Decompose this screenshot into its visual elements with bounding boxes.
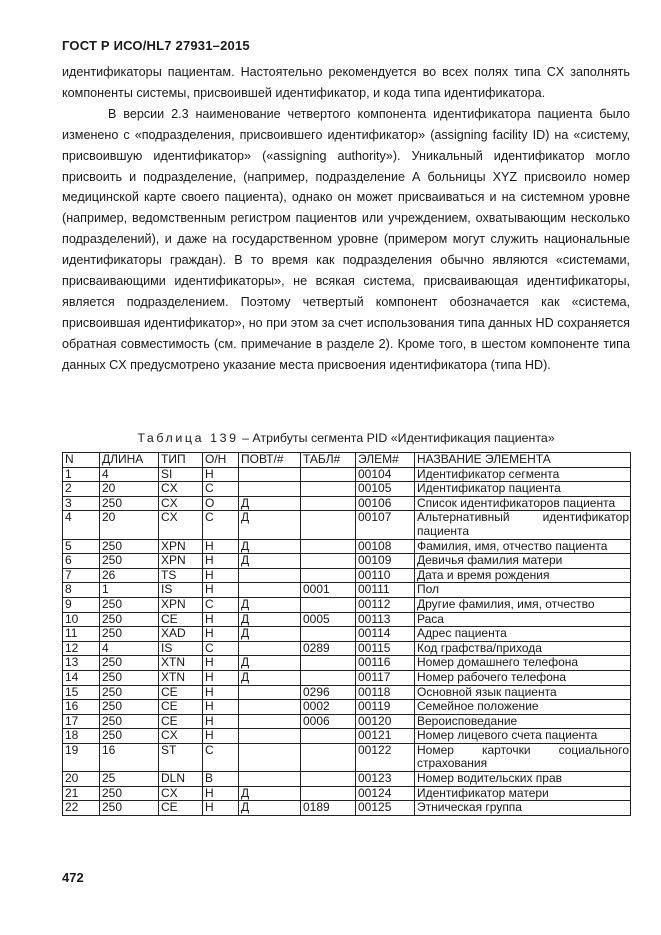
table-cell <box>239 467 301 482</box>
table-cell: XTN <box>159 670 203 685</box>
column-header: О/Н <box>203 453 239 468</box>
table-row <box>63 743 631 771</box>
table-cell: 16 <box>63 700 100 715</box>
table-cell-name: Номер лицевого счета пациента <box>415 729 631 744</box>
table-cell: 250 <box>100 729 159 744</box>
document-header: ГОСТ Р ИСО/HL7 27931–2015 <box>62 38 250 53</box>
table-cell: Н <box>203 568 239 583</box>
table-cell: 7 <box>63 568 100 583</box>
table-row <box>63 482 631 497</box>
page-number: 472 <box>62 870 84 885</box>
table-cell: 250 <box>100 612 159 627</box>
column-header: ТИП <box>159 453 203 468</box>
table-cell: IS <box>159 641 203 656</box>
column-header: N <box>63 453 100 468</box>
table-cell <box>301 627 356 642</box>
table-cell <box>301 467 356 482</box>
table-cell-name: Идентификатор сегмента <box>415 467 631 482</box>
body-text <box>62 62 630 376</box>
table-cell: 10 <box>63 612 100 627</box>
table-cell: О <box>203 496 239 511</box>
table-cell: Н <box>203 670 239 685</box>
table-cell: XPN <box>159 597 203 612</box>
table-cell: 19 <box>63 743 100 771</box>
table-title: Атрибуты сегмента PID «Идентификация пациента» <box>252 431 555 445</box>
table-cell: 1 <box>100 583 159 598</box>
table-cell: 250 <box>100 597 159 612</box>
table-cell: CX <box>159 511 203 539</box>
table-cell-name: Вероисповедание <box>415 714 631 729</box>
table-cell: 13 <box>63 656 100 671</box>
table-row <box>63 670 631 685</box>
table-cell: 00111 <box>356 583 415 598</box>
table-cell <box>239 772 301 787</box>
table-row <box>63 554 631 569</box>
table-cell: Д <box>239 597 301 612</box>
table-cell-name: Идентификатор пациента <box>415 482 631 497</box>
table-cell: 250 <box>100 700 159 715</box>
table-row <box>63 700 631 715</box>
table-cell: С <box>203 743 239 771</box>
table-cell: 16 <box>100 743 159 771</box>
table-cell: Н <box>203 583 239 598</box>
table-cell: DLN <box>159 772 203 787</box>
table-row <box>63 786 631 801</box>
paragraph: В версии 2.3 наименование четвертого компонента идентификатора пациента было изменено с «подразделения, присвоившего идентификатор» (assigning facility ID) на «систему, присвоившую идентификатор» («assigning authority»). Уникальный идентификатор могло присвоить и подразделение, (например, подразделение А больницы XYZ присвоило номер медицинской карте своего пациента), однако он может присваиваться и на системном уровне (например, ведомственным регистром пациентов или учреждением, охватывающим несколько подразделений), и даже на государственном уровне (примером могут служить национальные идентификаторы граждан). В то время как подразделения обычно являются «системами, присваивающими идентификаторы», не всякая система, присваивающая идентификаторы, является подразделением. Поэтому четвертый компонент обозначается как «система, присвоившая идентификатор», но при этом за счет использования типа данных HD сохраняется обратная совместимость (см. примечание в разделе 2). Кроме того, в шестом компоненте типа данных CX предусмотрено указание места присвоения идентификатора (типа HD). <box>62 106 630 372</box>
table-cell: Д <box>239 539 301 554</box>
table-cell: 12 <box>63 641 100 656</box>
table-row <box>63 496 631 511</box>
table-cell: CX <box>159 482 203 497</box>
table-cell: Н <box>203 729 239 744</box>
table-cell <box>239 729 301 744</box>
table-row <box>63 656 631 671</box>
table-cell: С <box>203 482 239 497</box>
table-cell: XPN <box>159 539 203 554</box>
table-cell-name: Этническая группа <box>415 801 631 816</box>
table-cell <box>239 714 301 729</box>
table-cell: Н <box>203 685 239 700</box>
table-row <box>63 597 631 612</box>
table-cell <box>239 641 301 656</box>
table-cell: CX <box>159 729 203 744</box>
table-cell-name: Девичья фамилия матери <box>415 554 631 569</box>
table-cell: Д <box>239 554 301 569</box>
table-cell: ST <box>159 743 203 771</box>
table-cell: 0289 <box>301 641 356 656</box>
table-cell: Д <box>239 801 301 816</box>
table-cell: 00122 <box>356 743 415 771</box>
column-header: НАЗВАНИЕ ЭЛЕМЕНТА <box>415 453 631 468</box>
table-cell-name: Идентификатор матери <box>415 786 631 801</box>
table-cell: 00108 <box>356 539 415 554</box>
table-cell <box>239 743 301 771</box>
table-row <box>63 714 631 729</box>
table-cell <box>301 743 356 771</box>
table-row <box>63 729 631 744</box>
table-cell: Д <box>239 627 301 642</box>
table-cell: 00107 <box>356 511 415 539</box>
table-cell-name: Семейное положение <box>415 700 631 715</box>
table-cell <box>239 700 301 715</box>
table-cell: В <box>203 772 239 787</box>
table-cell: 20 <box>63 772 100 787</box>
table-cell: Н <box>203 656 239 671</box>
table-cell <box>301 539 356 554</box>
column-header: ЭЛЕМ# <box>356 453 415 468</box>
table-cell: IS <box>159 583 203 598</box>
table-cell: 17 <box>63 714 100 729</box>
table-cell: CX <box>159 496 203 511</box>
table-cell-name: Альтернативный идентификатор пациента <box>415 511 631 539</box>
table-cell: 3 <box>63 496 100 511</box>
table-cell <box>301 511 356 539</box>
table-cell <box>301 729 356 744</box>
table-cell: 6 <box>63 554 100 569</box>
table-cell-name: Номер рабочего телефона <box>415 670 631 685</box>
table-cell: Н <box>203 786 239 801</box>
table-row <box>63 568 631 583</box>
table-cell: CE <box>159 714 203 729</box>
table-cell: С <box>203 597 239 612</box>
table-cell-name: Номер карточки социального страхования <box>415 743 631 771</box>
table-cell-name: Другие фамилия, имя, отчество <box>415 597 631 612</box>
table-cell: 2 <box>63 482 100 497</box>
table-cell: Н <box>203 801 239 816</box>
table-cell: Д <box>239 786 301 801</box>
table-cell: 250 <box>100 685 159 700</box>
table-cell-name: Адрес пациента <box>415 627 631 642</box>
column-header: ДЛИНА <box>100 453 159 468</box>
caption-dash: – <box>242 431 253 445</box>
table-cell: 00119 <box>356 700 415 715</box>
table-cell: TS <box>159 568 203 583</box>
table-cell: 11 <box>63 627 100 642</box>
table-cell: Д <box>239 670 301 685</box>
table-cell <box>301 554 356 569</box>
table-cell: 00112 <box>356 597 415 612</box>
table-cell <box>239 583 301 598</box>
table-cell: С <box>203 511 239 539</box>
table-cell: 250 <box>100 496 159 511</box>
table-cell <box>301 597 356 612</box>
table-cell: 4 <box>100 641 159 656</box>
table-cell: XPN <box>159 554 203 569</box>
column-header: ТАБЛ# <box>301 453 356 468</box>
table-cell: Н <box>203 627 239 642</box>
table-cell: 00125 <box>356 801 415 816</box>
table-cell-name: Раса <box>415 612 631 627</box>
table-cell: Д <box>239 496 301 511</box>
table-cell <box>239 685 301 700</box>
table-caption <box>62 428 630 448</box>
table-cell: 00110 <box>356 568 415 583</box>
table-cell: Н <box>203 714 239 729</box>
table-cell <box>301 568 356 583</box>
table-cell: CE <box>159 700 203 715</box>
table-cell: Н <box>203 700 239 715</box>
table-row <box>63 511 631 539</box>
table-cell-name: Номер домашнего телефона <box>415 656 631 671</box>
table-cell: 00117 <box>356 670 415 685</box>
table-cell: 0005 <box>301 612 356 627</box>
table-cell <box>239 482 301 497</box>
table-cell: CE <box>159 685 203 700</box>
table-cell: 21 <box>63 786 100 801</box>
table-cell: 20 <box>100 482 159 497</box>
table-row <box>63 627 631 642</box>
table-cell: 14 <box>63 670 100 685</box>
table-cell <box>301 656 356 671</box>
table-cell: 0296 <box>301 685 356 700</box>
table-cell <box>301 482 356 497</box>
table-cell: 250 <box>100 801 159 816</box>
table-cell-name: Фамилия, имя, отчество пациента <box>415 539 631 554</box>
table-cell: 15 <box>63 685 100 700</box>
table-cell: С <box>203 641 239 656</box>
table-cell: 20 <box>100 511 159 539</box>
table-cell: Н <box>203 539 239 554</box>
table-cell: 00123 <box>356 772 415 787</box>
table-row <box>63 801 631 816</box>
table-cell: 250 <box>100 714 159 729</box>
table-cell: 0001 <box>301 583 356 598</box>
pid-attributes-table <box>62 452 631 816</box>
table-cell: 0002 <box>301 700 356 715</box>
table-cell: CE <box>159 801 203 816</box>
column-header: ПОВТ/# <box>239 453 301 468</box>
table-cell: 0006 <box>301 714 356 729</box>
table-cell <box>301 670 356 685</box>
table-cell: 00118 <box>356 685 415 700</box>
table-row <box>63 685 631 700</box>
table-cell: 22 <box>63 801 100 816</box>
table-cell: 1 <box>63 467 100 482</box>
table-cell: 00114 <box>356 627 415 642</box>
table-cell: 4 <box>100 467 159 482</box>
table-cell: 00106 <box>356 496 415 511</box>
table-cell: Н <box>203 612 239 627</box>
table-cell: 4 <box>63 511 100 539</box>
table-cell: 00116 <box>356 656 415 671</box>
table-row <box>63 641 631 656</box>
table-cell: 25 <box>100 772 159 787</box>
table-label: Таблица 139 <box>137 431 239 445</box>
table-row <box>63 539 631 554</box>
table-cell: 00104 <box>356 467 415 482</box>
table-cell: 00113 <box>356 612 415 627</box>
table-header-row <box>63 453 631 468</box>
table-cell: 8 <box>63 583 100 598</box>
table-cell: 250 <box>100 539 159 554</box>
table-cell: 250 <box>100 656 159 671</box>
table-cell: SI <box>159 467 203 482</box>
table-cell: XTN <box>159 656 203 671</box>
table-cell-name: Список идентификаторов пациента <box>415 496 631 511</box>
table-cell: Д <box>239 511 301 539</box>
table-cell: Н <box>203 554 239 569</box>
table-cell: 0189 <box>301 801 356 816</box>
table-cell: 18 <box>63 729 100 744</box>
table-cell: 00115 <box>356 641 415 656</box>
table-cell: 250 <box>100 554 159 569</box>
table-row <box>63 612 631 627</box>
table-row <box>63 583 631 598</box>
table-cell: 9 <box>63 597 100 612</box>
table-cell: 250 <box>100 627 159 642</box>
table-row <box>63 467 631 482</box>
table-cell-name: Основной язык пациента <box>415 685 631 700</box>
table-cell: CX <box>159 786 203 801</box>
paragraph: идентификаторы пациентам. Настоятельно рекомендуется во всех полях типа CX заполнять компоненты системы, присвоившей идентификатор, и кода типа идентификатора. <box>62 65 630 100</box>
table-cell: Н <box>203 467 239 482</box>
table-body <box>63 467 631 815</box>
table-cell: 250 <box>100 670 159 685</box>
table-cell: 00109 <box>356 554 415 569</box>
table-cell: 00120 <box>356 714 415 729</box>
table-cell-name: Дата и время рождения <box>415 568 631 583</box>
table-cell-name: Номер водительских прав <box>415 772 631 787</box>
table-cell: 00124 <box>356 786 415 801</box>
table-cell: Д <box>239 612 301 627</box>
table-cell <box>239 568 301 583</box>
table-cell: 26 <box>100 568 159 583</box>
table-cell: 00105 <box>356 482 415 497</box>
table-cell <box>301 496 356 511</box>
table-cell: 5 <box>63 539 100 554</box>
table-cell: Д <box>239 656 301 671</box>
table-cell: 250 <box>100 786 159 801</box>
table-row <box>63 772 631 787</box>
table-cell: XAD <box>159 627 203 642</box>
table-cell: 00121 <box>356 729 415 744</box>
table-cell: CE <box>159 612 203 627</box>
table-cell-name: Код графства/прихода <box>415 641 631 656</box>
table-cell-name: Пол <box>415 583 631 598</box>
table-cell <box>301 786 356 801</box>
table-cell <box>301 772 356 787</box>
